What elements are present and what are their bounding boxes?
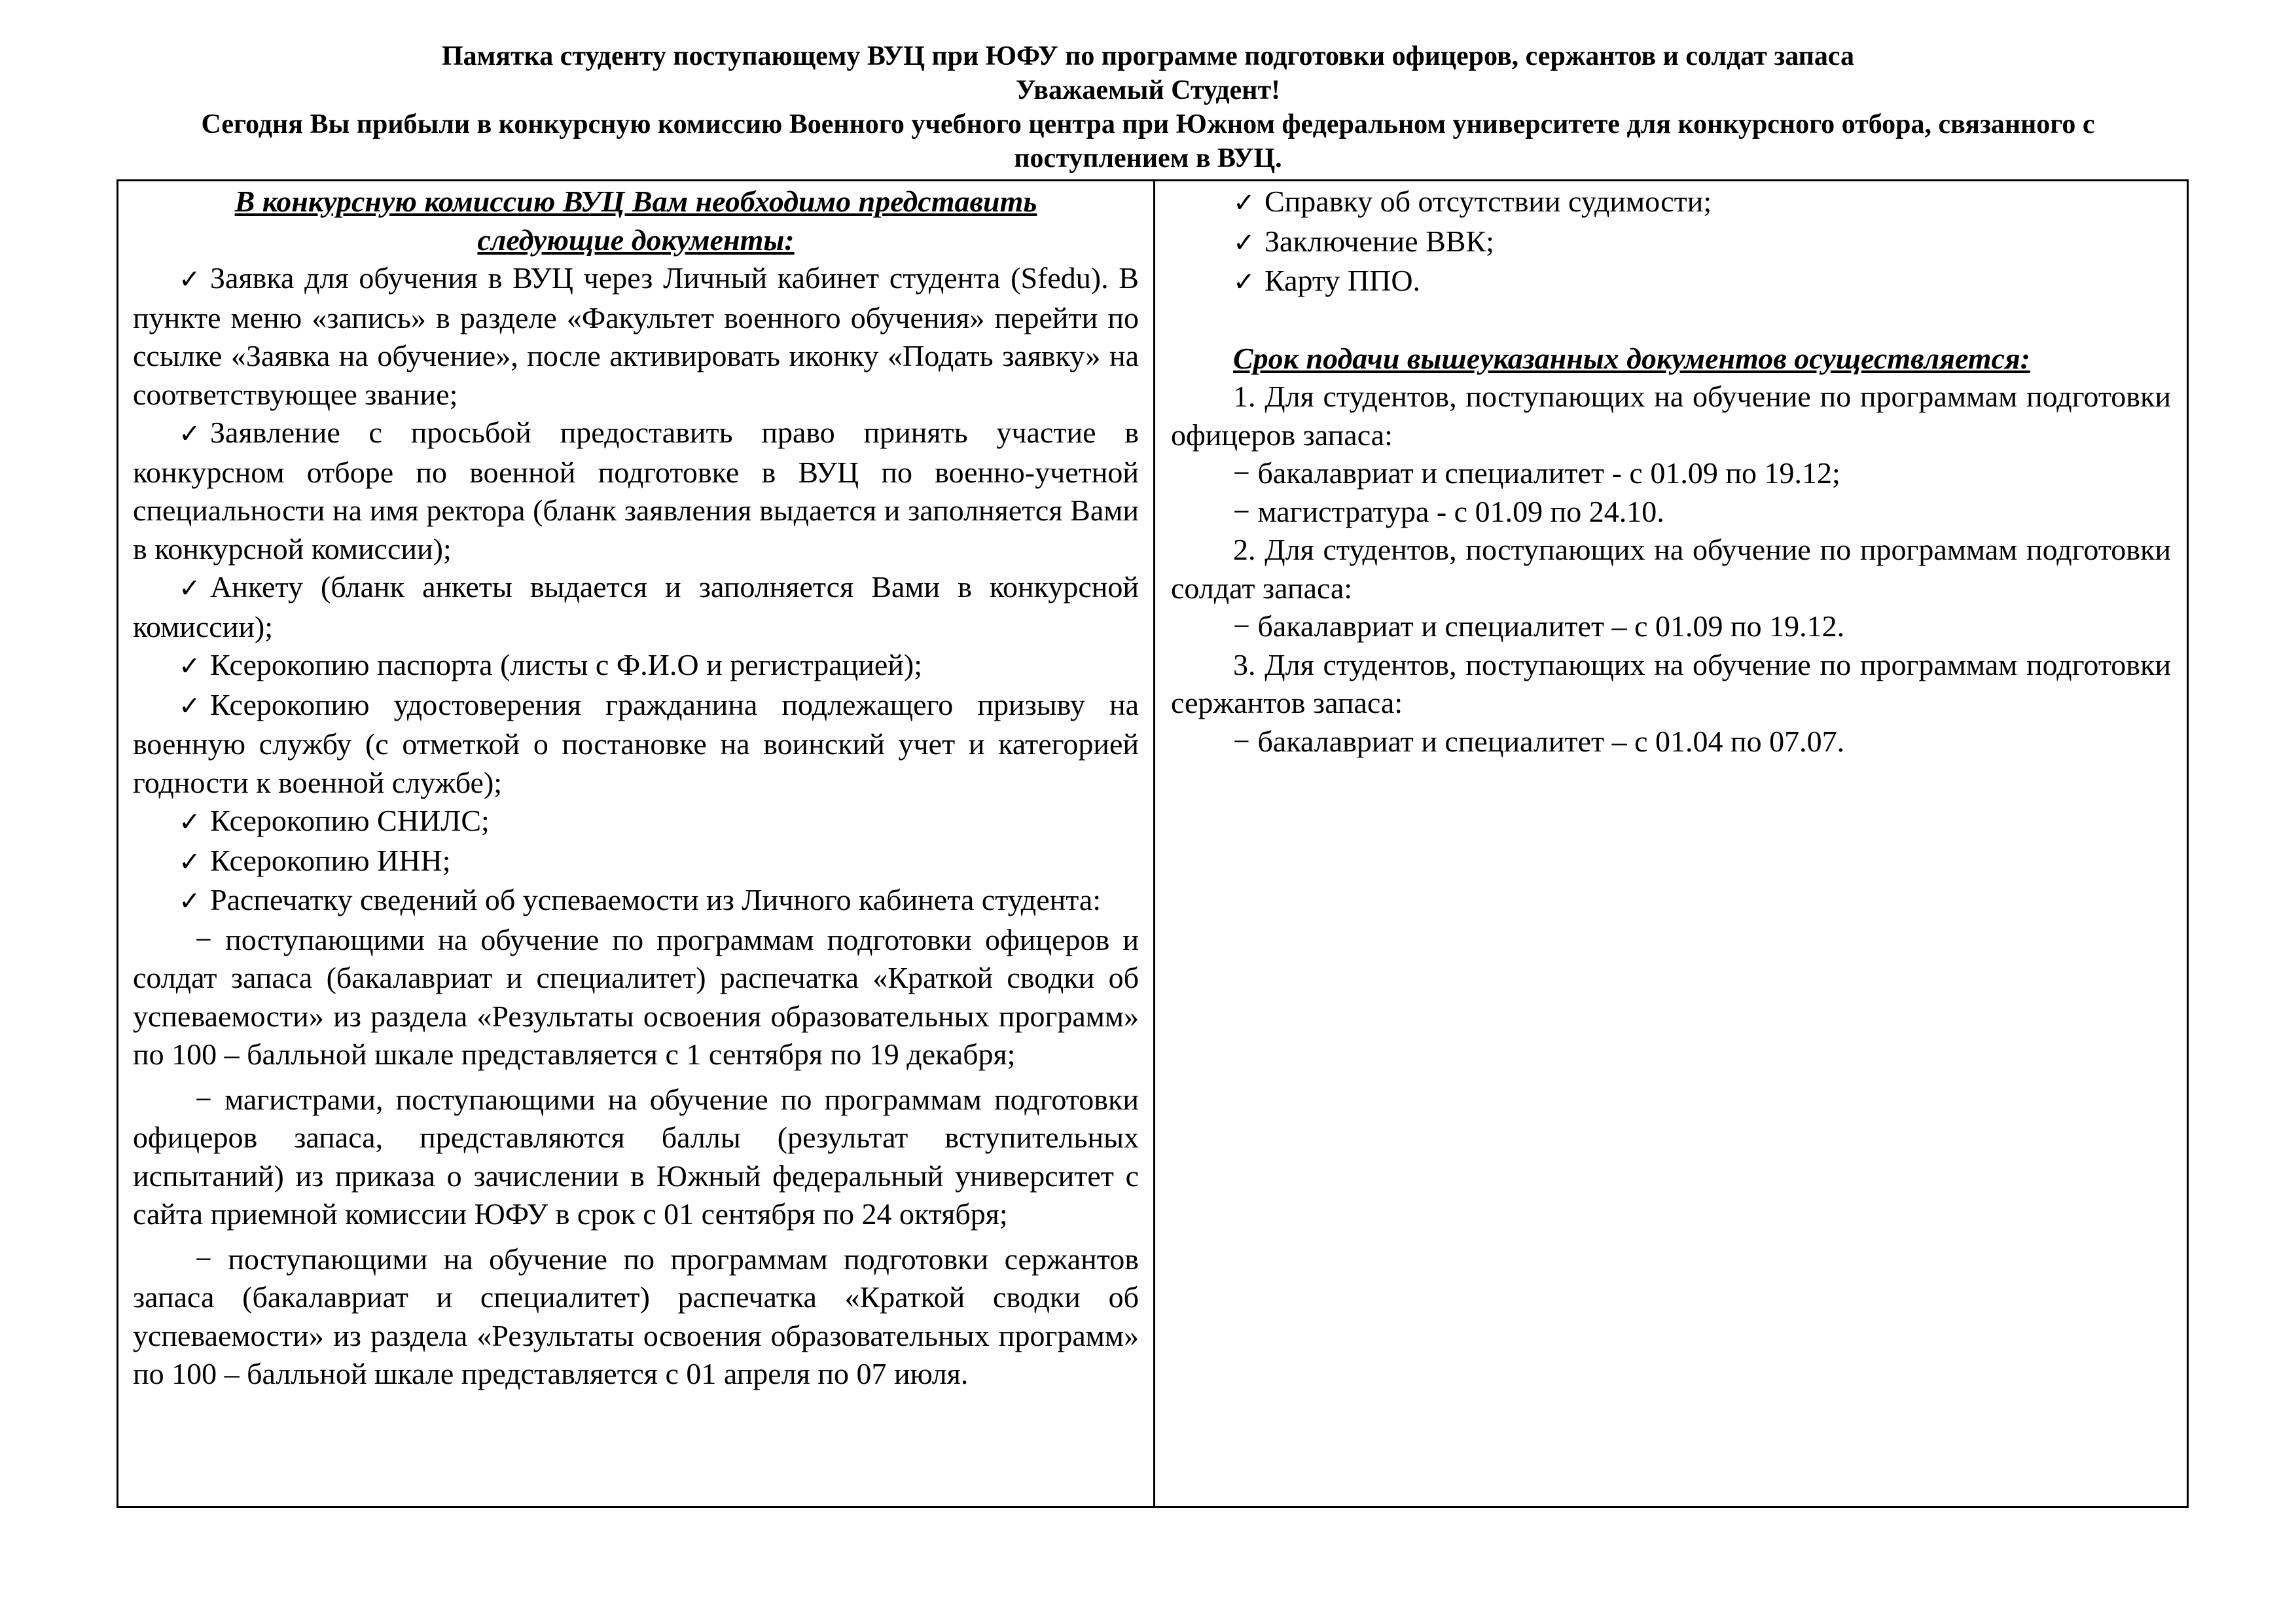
list-item: ✓ Справку об отсутствии судимости; [1171, 183, 2171, 223]
checkmark-icon: ✓ [179, 419, 201, 449]
sub-item: − поступающими на обучение по программам подготовки офицеров и солдат запаса (бакалавриат и специалитет) распечатка «Краткой сводки об успеваемости» из раздела «Результаты освоения образовательных программ» по 100 – балльной шкале представляется с 1 сентября по 19 декабря; [133, 922, 1139, 1071]
intro-line-1: Сегодня Вы прибыли в конкурсную комиссию Военного учебного центра при Южном федеральном университете для конкурсного отбора, связанного с [201, 109, 2095, 139]
list-item: ✓ Ксерокопию СНИЛС; [133, 802, 1139, 842]
right-column [1155, 181, 2187, 1506]
list-item: ✓ Заявка для обучения в ВУЦ через Личный кабинет студента (Sfedu). В пункте меню «запись» в разделе «Факультет военного обучения» перейти по ссылке «Заявка на обучение», после активировать иконку «Подать заявку» на соответствующее звание; [133, 261, 1139, 411]
checkmark-icon: ✓ [179, 846, 201, 877]
intro-line-2: поступлением в ВУЦ. [1014, 143, 1282, 173]
deadline-line: − бакалавриат и специалитет – с 01.09 по 19.12. [1233, 609, 1845, 643]
documents-table [117, 179, 2189, 1508]
spacer [1171, 302, 2171, 340]
deadline-line: − бакалавриат и специалитет - с 01.09 по 19.12; [1233, 456, 1840, 490]
list-item: ✓ Распечатку сведений об успеваемости из Личного кабинета студента: [133, 881, 1139, 921]
checkmark-icon: ✓ [179, 573, 201, 604]
checkmark-icon: ✓ [179, 886, 201, 916]
required-documents-title: В конкурсную комиссию ВУЦ Вам необходимо представить следующие документы: [234, 185, 1037, 257]
list-item: ✓ Ксерокопию ИНН; [133, 842, 1139, 882]
list-item: ✓ Заключение ВВК; [1171, 223, 2171, 262]
deadline-line: − бакалавриат и специалитет – с 01.04 по 07.07. [1233, 724, 1845, 758]
document-title: Памятка студенту поступающему ВУЦ при ЮФУ по программе подготовки офицеров, сержантов и солдат запаса [442, 41, 1854, 71]
checkmark-icon: ✓ [179, 264, 201, 295]
list-item: ✓ Ксерокопию паспорта (листы с Ф.И.О и регистрацией); [133, 646, 1139, 686]
deadline-line: − магистратура - с 01.09 по 24.10. [1233, 494, 1664, 528]
left-column [118, 181, 1155, 1506]
deadline-group-soldiers: 2. Для студентов, поступающих на обучение по программам подготовки солдат запаса: [1171, 533, 2171, 605]
checkmark-icon: ✓ [179, 651, 201, 681]
list-item: ✓ Анкету (бланк анкеты выдается и заполняется Вами в конкурсной комиссии); [133, 570, 1139, 643]
list-item: ✓ Ксерокопию удостоверения гражданина подлежащего призыву на военную службу (с отметкой о постановке на воинский учет и категорией годности к военной службе); [133, 687, 1139, 799]
greeting: Уважаемый Студент! [1015, 75, 1281, 105]
deadline-group-officers: 1. Для студентов, поступающих на обучение по программам подготовки офицеров запаса: [1171, 380, 2171, 452]
checkmark-icon: ✓ [1233, 227, 1255, 258]
page-header [105, 39, 2191, 175]
list-item: ✓ Заявление с просьбой предоставить право принять участие в конкурсном отборе по военной подготовке в ВУЦ по военно-учетной специальности на имя ректора (бланк заявления выдается и заполняется Вами в конкурсной комиссии); [133, 416, 1139, 566]
checkmark-icon: ✓ [1233, 267, 1255, 297]
deadline-title: Срок подачи вышеуказанных документов осуществляется: [1233, 341, 2030, 375]
sub-item: − магистрами, поступающими на обучение по программам подготовки офицеров запаса, представляются баллы (результат вступительных испытаний) из приказа о зачислении в Южный федеральный университет с сайта приемной комиссии ЮФУ в срок с 01 сентября по 24 октября; [133, 1082, 1139, 1231]
sub-item: − поступающими на обучение по программам подготовки сержантов запаса (бакалавриат и специалитет) распечатка «Краткой сводки об успеваемости» из раздела «Результаты освоения образовательных программ» по 100 – балльной шкале представляется с 01 апреля по 07 июля. [133, 1242, 1139, 1390]
list-item: ✓ Карту ППО. [1171, 262, 2171, 302]
checkmark-icon: ✓ [179, 691, 201, 721]
deadline-group-sergeants: 3. Для студентов, поступающих на обучение по программам подготовки сержантов запаса: [1171, 647, 2171, 719]
checkmark-icon: ✓ [179, 807, 201, 837]
checkmark-icon: ✓ [1233, 188, 1255, 218]
